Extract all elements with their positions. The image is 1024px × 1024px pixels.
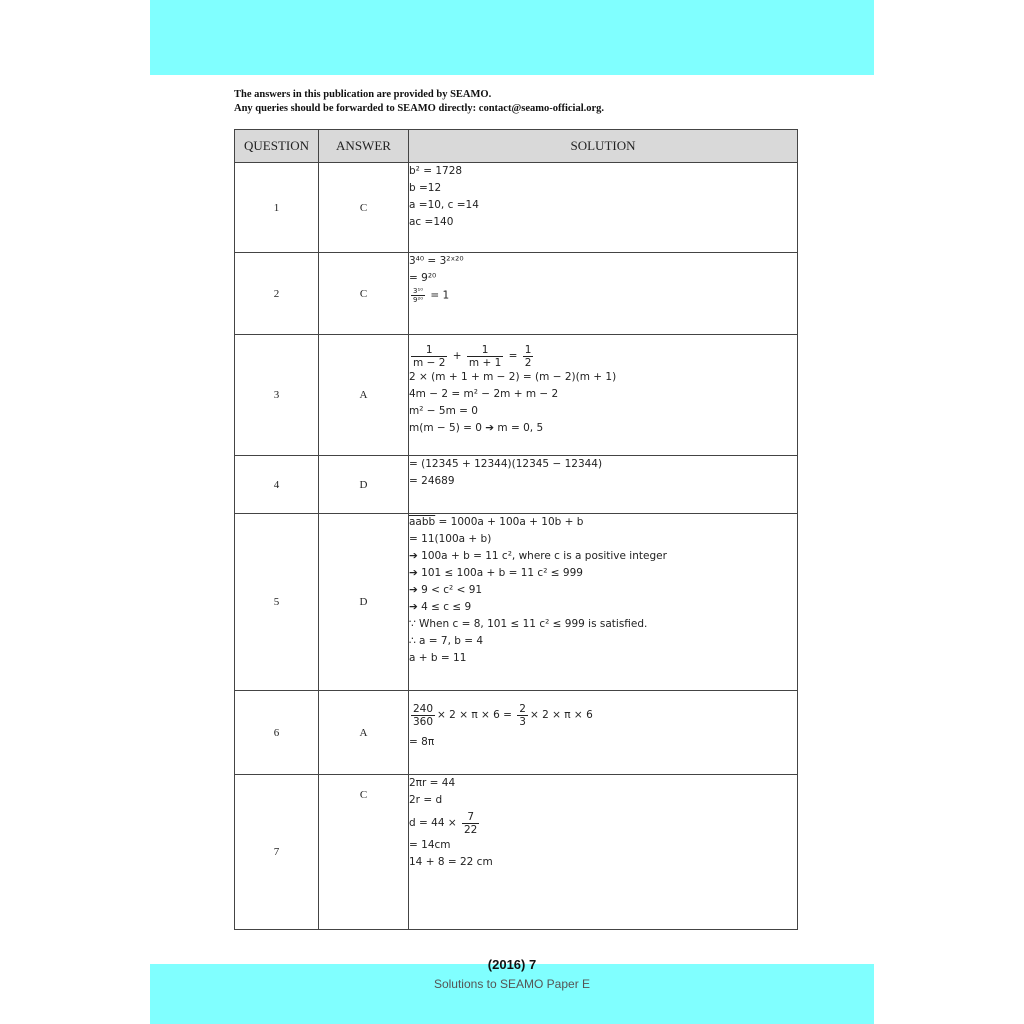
solution-line: 3⁴⁰ = 3²ˣ²⁰ (409, 255, 464, 267)
solution-column-header: SOLUTION (409, 130, 798, 163)
fraction-numerator: 1 (411, 344, 447, 357)
question-number: 2 (235, 253, 319, 335)
answer-column-header: ANSWER (319, 130, 409, 163)
table-row (235, 514, 798, 691)
fraction-numerator: 1 (524, 343, 532, 356)
solution-line: b =12 (409, 182, 442, 194)
solution-cell (409, 775, 798, 930)
solution-line: = (12345 + 12344)(12345 − 12344) (409, 458, 603, 470)
solution-line (409, 287, 797, 305)
page-number: (2016) 7 (487, 957, 537, 972)
fraction-denominator: m − 2 (413, 356, 446, 369)
plus-sign: + (452, 350, 462, 362)
fraction-denominator: 3 (519, 715, 526, 728)
answer-letter: C (319, 775, 409, 930)
fraction-denominator: m + 1 (468, 356, 502, 369)
fraction (411, 344, 447, 369)
fraction-denominator: 9²⁰ (413, 296, 424, 304)
solution-line: = 9²⁰ (409, 272, 437, 284)
fraction (411, 287, 425, 304)
table-row (235, 253, 798, 335)
solution-line: = 14cm (409, 839, 451, 851)
fraction-denominator: 2 (524, 356, 532, 369)
solution-line: ➔ 100a + b = 11 c², where c is a positive integer (409, 550, 667, 562)
fraction-numerator: 3¹⁰ (413, 287, 424, 295)
solution-cell (409, 163, 798, 253)
solution-line: 14 + 8 = 22 cm (409, 856, 493, 868)
fraction-denominator: 22 (463, 823, 478, 836)
fraction (462, 811, 479, 836)
question-number: 6 (235, 691, 319, 775)
table-row (235, 456, 798, 514)
solution-line: 2πr = 44 (409, 777, 456, 789)
notice-line-2: Any queries should be forwarded to SEAMO directly: contact@seamo-official.org. (234, 103, 605, 114)
fraction-numerator: 240 (413, 702, 434, 715)
solution-line: = 11(100a + b) (409, 533, 492, 545)
solution-cell (409, 456, 798, 514)
answer-letter: D (319, 456, 409, 514)
solution-line: ∴ a = 7, b = 4 (409, 635, 484, 647)
question-number: 7 (235, 775, 319, 930)
solution-line: 2r = d (409, 794, 443, 806)
question-column-header: QUESTION (235, 130, 319, 163)
question-number: 5 (235, 514, 319, 691)
question-number: 4 (235, 456, 319, 514)
fraction (411, 703, 435, 728)
top-color-band (150, 0, 874, 75)
solution-line (409, 809, 797, 837)
table-row (235, 163, 798, 253)
answer-letter: C (319, 253, 409, 335)
solution-text: × 2 × π × 6 (529, 709, 593, 721)
answer-letter: C (319, 163, 409, 253)
fraction (467, 344, 503, 369)
equals-sign: = (508, 350, 518, 362)
answers-notice (234, 88, 604, 116)
fraction (517, 703, 528, 728)
answer-letter: D (319, 514, 409, 691)
solution-line: ➔ 9 < c² < 91 (409, 584, 483, 596)
table-header-row (235, 130, 798, 163)
solution-line: ∵ When c = 8, 101 ≤ 11 c² ≤ 999 is satisfied. (409, 618, 648, 630)
solutions-table (234, 129, 798, 930)
fraction (523, 344, 534, 369)
solution-line (409, 700, 797, 730)
solution-text: = 1000a + 100a + 10b + b (438, 516, 584, 528)
question-number: 1 (235, 163, 319, 253)
solution-cell (409, 514, 798, 691)
solution-line: 2 × (m + 1 + m − 2) = (m − 2)(m + 1) (409, 371, 617, 383)
solution-cell (409, 253, 798, 335)
fraction-numerator: 1 (467, 344, 503, 357)
table-row (235, 335, 798, 456)
solution-cell (409, 691, 798, 775)
question-number: 3 (235, 335, 319, 456)
solution-line: b² = 1728 (409, 165, 463, 177)
fraction-denominator: 360 (413, 715, 434, 728)
footer-subtitle: Solutions to SEAMO Paper E (433, 977, 591, 991)
solution-line: = 8π (409, 736, 435, 748)
bottom-color-band (150, 964, 874, 1024)
solution-line (409, 514, 797, 531)
solution-line: 4m − 2 = m² − 2m + m − 2 (409, 388, 559, 400)
solution-text: × 2 × π × 6 = (437, 709, 512, 721)
table-row (235, 775, 798, 930)
fraction-numerator: 2 (519, 702, 526, 715)
solution-line: m² − 5m = 0 (409, 405, 478, 417)
answer-letter: A (319, 335, 409, 456)
solution-cell (409, 335, 798, 456)
fraction-numerator: 7 (462, 811, 479, 824)
solution-line: a + b = 11 (409, 652, 467, 664)
solution-line: ➔ 101 ≤ 100a + b = 11 c² ≤ 999 (409, 567, 583, 579)
notice-line-1: The answers in this publication are provided by SEAMO. (234, 89, 492, 100)
table-row (235, 691, 798, 775)
solution-line: = 24689 (409, 475, 455, 487)
solution-text: = 1 (430, 289, 450, 302)
solution-line (409, 343, 797, 369)
solution-line: m(m − 5) = 0 ➔ m = 0, 5 (409, 422, 544, 434)
solution-text: d = 44 × (409, 817, 457, 829)
answer-letter: A (319, 691, 409, 775)
solution-line: ac =140 (409, 216, 454, 228)
solution-line: ➔ 4 ≤ c ≤ 9 (409, 601, 472, 613)
overlined-number: aabb (409, 516, 436, 528)
solution-line: a =10, c =14 (409, 199, 479, 211)
